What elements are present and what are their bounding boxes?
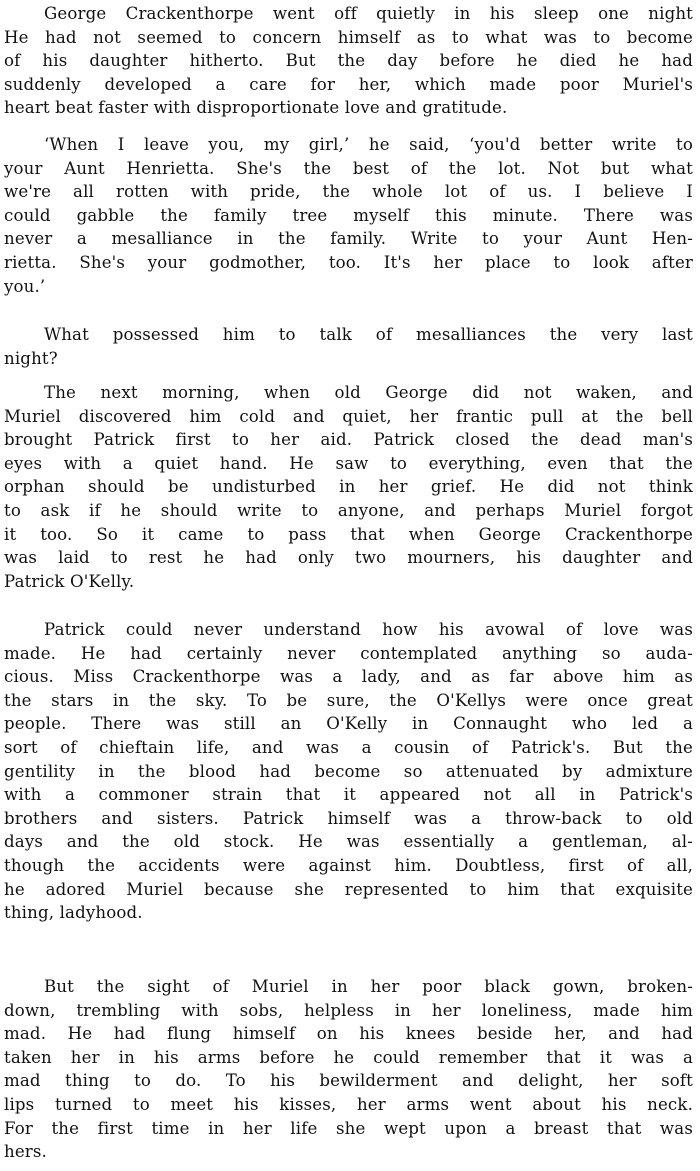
- text-line: people. There was still an O'Kelly in Connaught who led a: [4, 714, 693, 734]
- paragraph-sight-of-muriel: [4, 975, 693, 1164]
- text-line: brought Patrick first to her aid. Patrick closed the dead man's: [4, 430, 693, 450]
- text-line: sort of chieftain life, and was a cousin of Patrick's. But the: [4, 737, 693, 757]
- text-line: But the sight of Muriel in her poor black gown, broken-: [44, 977, 693, 996]
- text-line: eyes with a quiet hand. He saw to everything, even that the: [4, 453, 693, 473]
- text-line: hers.: [4, 1142, 47, 1162]
- text-line: though the accidents were against him. Doubtless, first of all,: [4, 855, 693, 875]
- text-line: down, trembling with sobs, helpless in her loneliness, made him: [4, 1000, 693, 1020]
- text-line: orphan should be undisturbed in her grief. He did not think: [4, 477, 693, 497]
- text-line: mad. He had flung himself on his knees beside her, and had: [4, 1024, 693, 1044]
- text-line: was laid to rest he had only two mourners, his daughter and: [4, 548, 693, 568]
- text-line: brothers and sisters. Patrick himself was a throw-back to old: [4, 808, 693, 828]
- text-line: Patrick O'Kelly.: [4, 571, 135, 591]
- text-line: your Aunt Henrietta. She's the best of the lot. Not but what: [4, 158, 693, 178]
- text-line: For the first time in her life she wept upon a breast that was: [4, 1118, 693, 1138]
- text-line: gentility in the blood had become so attenuated by admixture: [4, 761, 693, 781]
- text-line: He had not seemed to concern himself as to what was to become: [4, 27, 693, 47]
- text-line: mad thing to do. To his bewilderment and delight, her soft: [4, 1071, 693, 1091]
- text-line: taken her in his arms before he could remember that it was a: [4, 1047, 693, 1067]
- paragraph-mesalliances: [4, 323, 693, 370]
- paragraph-next-morning: [4, 381, 693, 593]
- text-line: he adored Muriel because she represented to him that exquisite: [4, 879, 693, 899]
- paragraph-avowal-of-love: [4, 618, 693, 925]
- text-line: What possessed him to talk of mesalliances the very last: [44, 325, 693, 344]
- text-line: lips turned to meet his kisses, her arms went about his neck.: [4, 1094, 693, 1114]
- text-line: the stars in the sky. To be sure, the O'Kellys were once great: [4, 690, 693, 710]
- text-line: could gabble the family tree myself this minute. There was: [4, 205, 693, 225]
- text-line: suddenly developed a care for her, which made poor Muriel's: [4, 74, 693, 94]
- text-line: you.’: [4, 276, 46, 296]
- text-line: never a mesalliance in the family. Write to your Aunt Hen-: [4, 229, 693, 249]
- text-line: The next morning, when old George did not waken, and: [44, 383, 693, 402]
- text-line: of his daughter hitherto. But the day before he died he had: [4, 51, 693, 71]
- text-line: heart beat faster with disproportionate love and gratitude.: [4, 98, 508, 118]
- text-line: to ask if he should write to anyone, and perhaps Muriel forgot: [4, 500, 693, 520]
- text-line: Patrick could never understand how his avowal of love was: [44, 620, 693, 639]
- text-line: ‘When I leave you, my girl,’ he said, ‘you'd better write to: [44, 135, 693, 154]
- text-line: rietta. She's your godmother, too. It's her place to look after: [4, 252, 693, 272]
- text-line: Muriel discovered him cold and quiet, her frantic pull at the bell: [4, 406, 693, 426]
- text-line: thing, ladyhood.: [4, 903, 143, 923]
- text-line: made. He had certainly never contemplated anything so auda-: [4, 643, 693, 663]
- text-line: it too. So it came to pass that when George Crackenthorpe: [4, 524, 693, 544]
- text-line: days and the old stock. He was essentially a gentleman, al-: [4, 832, 693, 852]
- paragraph-aunt-henrietta: [4, 133, 693, 298]
- text-line: with a commoner strain that it appeared not all in Patrick's: [4, 785, 693, 805]
- text-line: George Crackenthorpe went off quietly in his sleep one night: [44, 4, 693, 23]
- text-line: cious. Miss Crackenthorpe was a lady, and as far above him as: [4, 667, 693, 687]
- text-line: we're all rotten with pride, the whole lot of us. I believe I: [4, 182, 693, 202]
- text-line: night?: [4, 348, 58, 368]
- paragraph-george-death: [4, 2, 693, 120]
